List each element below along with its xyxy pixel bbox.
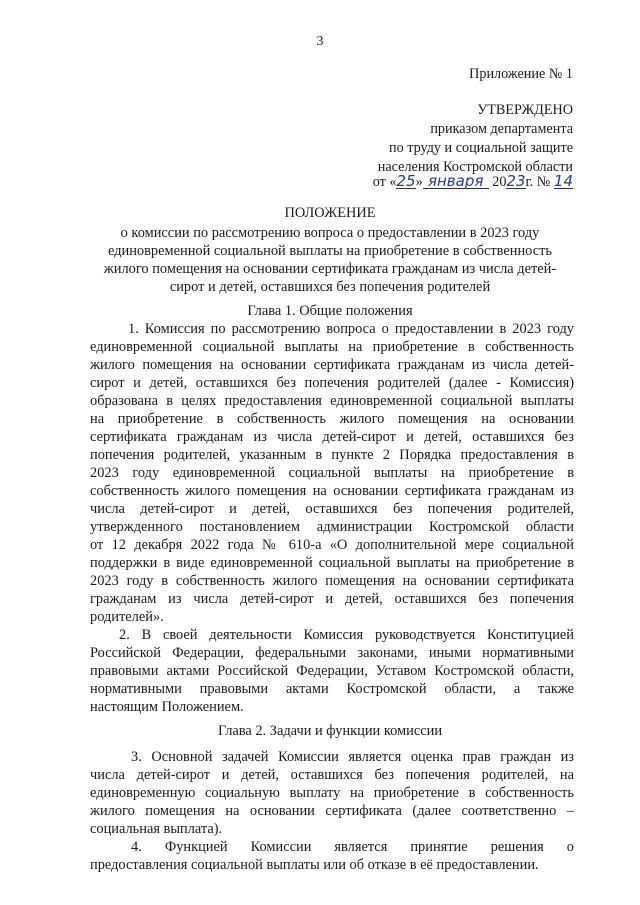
title-line: жилого помещения на основании сертификата гражданам из числа детей-: [103, 261, 557, 277]
approved-label: УТВЕРЖДЕНО: [477, 102, 573, 118]
text-line: жилого помещения на основании сертификата гражданам из числа детей-: [90, 357, 574, 373]
text-line: 3. Основной задачей Комиссии является оценка прав граждан из: [131, 749, 574, 765]
date-day-handwritten: 25: [396, 172, 416, 190]
text-line: жилого помещения на основании сертификата (далее соответственно –: [90, 803, 574, 819]
text-line: 2. В своей деятельности Комиссия руководствуется Конституцией: [119, 627, 574, 643]
text-line: настоящим Положением.: [90, 699, 244, 715]
text-line: 2023 году единовременной социальной выплаты на приобретение в: [90, 465, 574, 481]
text-line: нормативными правовыми актами Костромской области, а также: [90, 681, 574, 697]
date-from-text: от «: [372, 174, 397, 190]
text-line: гражданам из числа детей-сирот и детей, оставшихся без попечения: [90, 591, 574, 607]
text-line: на приобретение в собственность жилого помещения на основании: [90, 411, 574, 427]
text-line: Российской Федерации, федеральными законами, иными нормативными: [90, 645, 574, 661]
order-number-handwritten: 14: [553, 172, 573, 190]
text-line: собственность жилого помещения на основании сертификата гражданам из: [90, 483, 574, 499]
text-line: попечения родителей, указанным в пункте 2 Порядка предоставления в: [90, 447, 574, 463]
text-line: от 12 декабря 2022 года № 610-а «О дополнительной мере социальной: [90, 537, 574, 553]
text-line: правовыми актами Российской Федерации, Уставом Костромской области,: [90, 663, 574, 679]
text-line: числа детей-сирот и детей, оставшихся без попечения родителей,: [90, 501, 574, 517]
text-line: единовременную социальную выплату на приобретение в собственность: [90, 785, 574, 801]
title-line: сирот и детей, оставшихся без попечения родителей: [169, 279, 491, 295]
chapter-2-title: Глава 2. Задачи и функции комиссии: [217, 723, 443, 739]
appendix-label: Приложение № 1: [469, 66, 573, 82]
text-line: 1. Комиссия по рассмотрению вопроса о предоставлении в 2023 году: [128, 321, 574, 337]
approval-line-3: населения Костромской области: [377, 159, 573, 175]
date-year-handwritten: 23: [506, 172, 526, 190]
text-line: предоставления социальной выплаты или об отказе в её предоставлении.: [90, 857, 539, 873]
date-month-handwritten: января: [423, 174, 489, 189]
title-line: о комиссии по рассмотрению вопроса о предоставлении в 2023 году: [120, 225, 540, 241]
approval-line-1: приказом департамента: [430, 121, 573, 137]
date-number-label: г. №: [525, 174, 551, 190]
text-line: сирот и детей, оставшихся без попечения родителей (далее - Комиссия): [90, 375, 574, 391]
text-line: родителей».: [90, 609, 164, 625]
document-title: ПОЛОЖЕНИЕ: [284, 205, 376, 221]
text-line: 2023 году в собственность жилого помещения на основании сертификата: [90, 573, 574, 589]
page-number: 3: [316, 34, 324, 49]
text-line: поддержки в виде единовременной социальной выплаты на приобретение в: [90, 555, 574, 571]
text-line: социальная выплата).: [90, 821, 223, 837]
chapter-1-title: Глава 1. Общие положения: [247, 303, 413, 319]
text-line: сертификата гражданам из числа детей-сирот и детей, оставшихся без: [90, 429, 574, 445]
approval-date-line: [373, 174, 573, 191]
date-year-prefix: 20: [488, 174, 507, 190]
text-line: утвержденного постановлением администрации Костромской области: [90, 519, 574, 535]
text-line: единовременной социальной выплаты на приобретение в собственность: [90, 339, 574, 355]
date-quote-close: »: [415, 174, 423, 190]
title-line: единовременной социальной выплаты на приобретение в собственность: [108, 243, 552, 259]
text-line: числа детей-сирот и детей, оставшихся без попечения родителей, на: [90, 767, 574, 783]
text-line: 4. Функцией Комиссии является принятие решения о: [131, 839, 574, 855]
text-line: образована в целях предоставления единовременной социальной выплаты: [90, 393, 574, 409]
approval-line-2: по труду и социальной защите: [388, 140, 573, 156]
